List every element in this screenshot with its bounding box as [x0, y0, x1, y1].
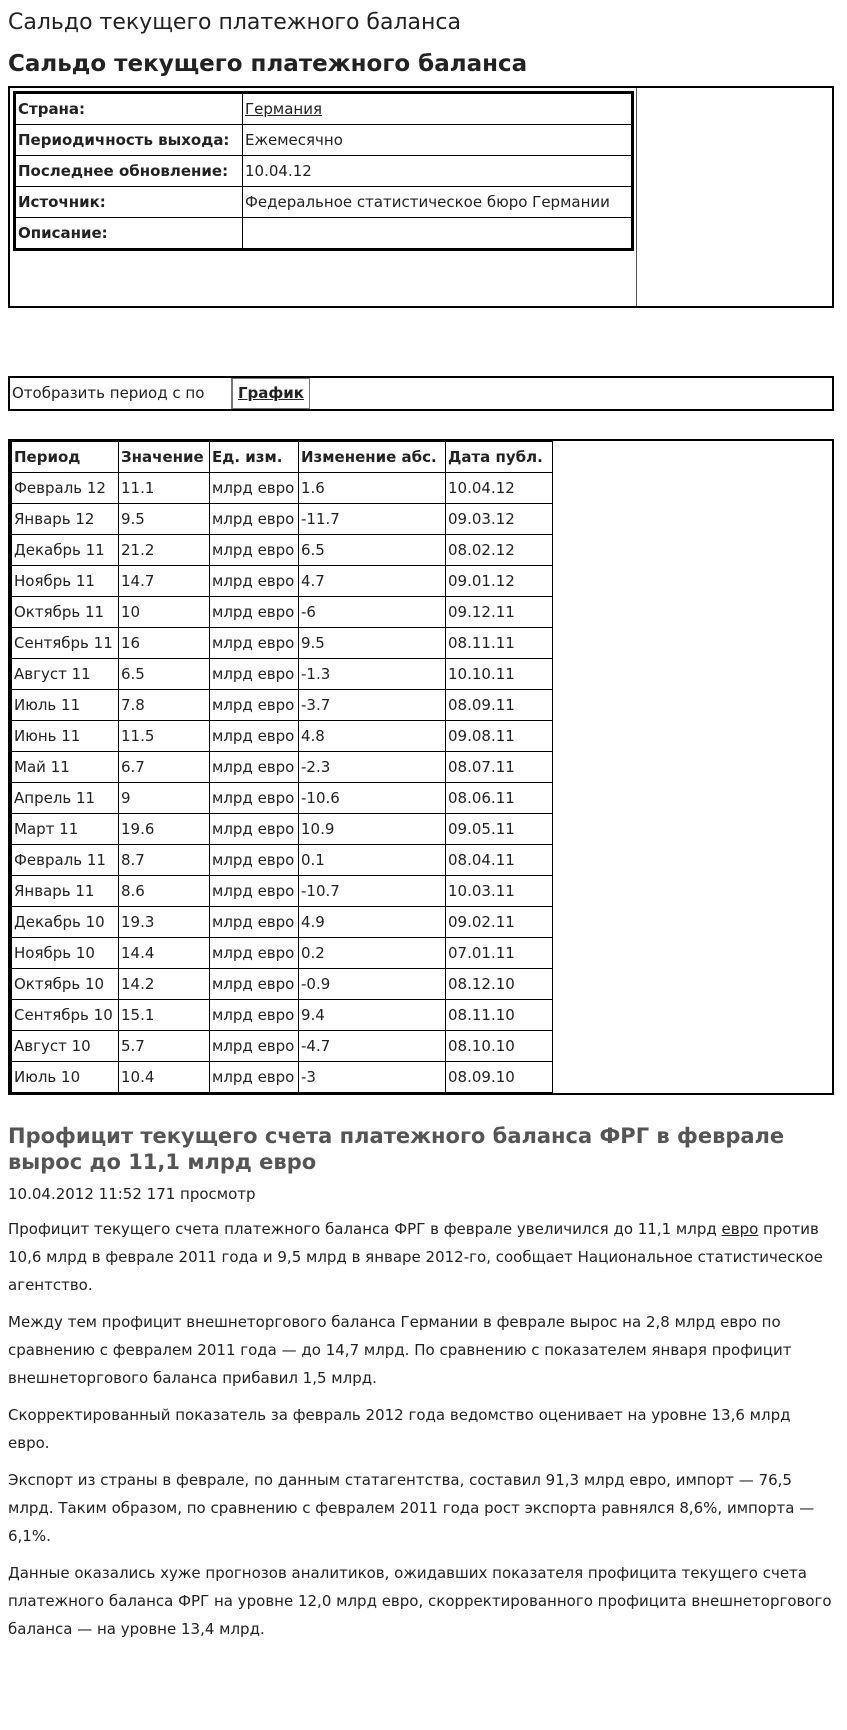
cell-period: Май 11 [11, 752, 119, 783]
cell-change: 4.9 [299, 907, 446, 938]
table-row [11, 628, 553, 659]
article-title: Профицит текущего счета платежного баланса ФРГ в феврале вырос до 11,1 млрд евро [8, 1124, 785, 1174]
cell-date: 10.10.11 [446, 659, 553, 690]
table-row [11, 473, 553, 504]
cell-unit: млрд евро [210, 659, 299, 690]
cell-unit: млрд евро [210, 783, 299, 814]
page-heading: Сальдо текущего платежного баланса [8, 51, 528, 77]
table-header-row [11, 442, 553, 473]
cell-value: 11.1 [119, 473, 210, 504]
cell-change: 6.5 [299, 535, 446, 566]
cell-unit: млрд евро [210, 535, 299, 566]
source-label: Источник: [15, 187, 243, 218]
cell-value: 15.1 [119, 1000, 210, 1031]
cell-period: Ноябрь 11 [11, 566, 119, 597]
page [8, 0, 838, 1652]
article-paragraph-2: Между тем профицит внешнеторгового баланса Германии в феврале вырос на 2,8 млрд евро по сравнению с февралем 2011 года — до 14,7 млрд. По сравнению с показателем января профицит внешнеторгового баланса прибавил 1,5 млрд. [8, 1313, 792, 1387]
cell-period: Октябрь 11 [11, 597, 119, 628]
cell-date: 10.04.12 [446, 473, 553, 504]
cell-change: 0.1 [299, 845, 446, 876]
table-row [11, 566, 553, 597]
table-row [11, 752, 553, 783]
cell-change: 10.9 [299, 814, 446, 845]
cell-change: 9.5 [299, 628, 446, 659]
cell-period: Октябрь 10 [11, 969, 119, 1000]
cell-value: 6.7 [119, 752, 210, 783]
table-row [11, 1062, 553, 1093]
cell-date: 09.03.12 [446, 504, 553, 535]
cell-period: Январь 11 [11, 876, 119, 907]
cell-value: 21.2 [119, 535, 210, 566]
cell-date: 09.12.11 [446, 597, 553, 628]
cell-value: 6.5 [119, 659, 210, 690]
table-row [11, 938, 553, 969]
cell-change: 4.8 [299, 721, 446, 752]
cell-date: 08.02.12 [446, 535, 553, 566]
meta-table [13, 91, 634, 251]
article-date: 10.04.2012 11:52 171 просмотр [8, 1185, 256, 1203]
cell-unit: млрд евро [210, 690, 299, 721]
cell-change: -10.6 [299, 783, 446, 814]
header-date: Дата публ. [446, 442, 553, 473]
euro-link[interactable]: евро [721, 1220, 759, 1238]
table-row [11, 535, 553, 566]
updated-value: 10.04.12 [243, 156, 633, 187]
cell-period: Февраль 12 [11, 473, 119, 504]
table-row [11, 814, 553, 845]
table-row [11, 721, 553, 752]
cell-unit: млрд евро [210, 1031, 299, 1062]
cell-value: 14.2 [119, 969, 210, 1000]
cell-date: 10.03.11 [446, 876, 553, 907]
cell-value: 10 [119, 597, 210, 628]
meta-row-updated [15, 156, 633, 187]
cell-change: -3 [299, 1062, 446, 1093]
meta-box [8, 86, 834, 308]
cell-period: Июнь 11 [11, 721, 119, 752]
period-label: Отобразить период с по [10, 378, 232, 409]
cell-value: 19.6 [119, 814, 210, 845]
cell-value: 8.6 [119, 876, 210, 907]
meta-row-frequency [15, 125, 633, 156]
cell-unit: млрд евро [210, 721, 299, 752]
article-paragraph-5: Данные оказались хуже прогнозов аналитиков, ожидавших показателя профицита текущего счета платежного баланса ФРГ на уровне 12,0 млрд евро, скорректированного профицита внешнеторгового баланса — на уровне 13,4 млрд. [8, 1564, 832, 1638]
cell-unit: млрд евро [210, 1000, 299, 1031]
cell-value: 16 [119, 628, 210, 659]
header-value: Значение [119, 442, 210, 473]
cell-change: 4.7 [299, 566, 446, 597]
data-table [10, 441, 553, 1093]
meta-row-country [15, 93, 633, 125]
table-body [11, 473, 553, 1093]
cell-unit: млрд евро [210, 814, 299, 845]
cell-date: 08.07.11 [446, 752, 553, 783]
cell-period: Июль 11 [11, 690, 119, 721]
frequency-label: Периодичность выхода: [15, 125, 243, 156]
table-row [11, 1031, 553, 1062]
cell-change: 9.4 [299, 1000, 446, 1031]
article-paragraph-1 [8, 1215, 833, 1299]
table-row [11, 659, 553, 690]
country-label: Страна: [15, 93, 243, 125]
cell-change: -6 [299, 597, 446, 628]
cell-change: -1.3 [299, 659, 446, 690]
cell-date: 09.05.11 [446, 814, 553, 845]
updated-label: Последнее обновление: [15, 156, 243, 187]
cell-change: -0.9 [299, 969, 446, 1000]
cell-change: -2.3 [299, 752, 446, 783]
cell-period: Ноябрь 10 [11, 938, 119, 969]
header-unit: Ед. изм. [210, 442, 299, 473]
cell-value: 19.3 [119, 907, 210, 938]
period-bar [8, 376, 834, 411]
cell-value: 9 [119, 783, 210, 814]
cell-unit: млрд евро [210, 473, 299, 504]
cell-value: 7.8 [119, 690, 210, 721]
cell-period: Декабрь 10 [11, 907, 119, 938]
table-row [11, 1000, 553, 1031]
cell-change: -10.7 [299, 876, 446, 907]
p1-text-after: против 10,6 млрд в феврале 2011 года и 9,5 млрд в январе 2012-го, сообщает Национальное статистическое агентство. [8, 1220, 823, 1294]
table-row [11, 969, 553, 1000]
cell-date: 08.10.10 [446, 1031, 553, 1062]
cell-unit: млрд евро [210, 938, 299, 969]
cell-value: 14.7 [119, 566, 210, 597]
cell-change: 1.6 [299, 473, 446, 504]
cell-date: 08.11.11 [446, 628, 553, 659]
table-row [11, 597, 553, 628]
cell-date: 08.04.11 [446, 845, 553, 876]
cell-unit: млрд евро [210, 907, 299, 938]
frequency-value: Ежемесячно [243, 125, 633, 156]
header-period: Период [11, 442, 119, 473]
cell-change: -11.7 [299, 504, 446, 535]
meta-row-source [15, 187, 633, 218]
article-paragraph-4: Экспорт из страны в феврале, по данным статагентства, составил 91,3 млрд евро, импорт — 76,5 млрд. Таким образом, по сравнению с февралем 2011 года рост экспорта равнялся 8,6%, импорта — 6,1%. [8, 1471, 815, 1545]
p1-text-before: Профицит текущего счета платежного баланса ФРГ в феврале увеличился до 11,1 млрд [8, 1220, 722, 1238]
article-paragraph-3: Скорректированный показатель за февраль 2012 года ведомство оценивает на уровне 13,6 млрд евро. [8, 1406, 791, 1452]
table-row [11, 783, 553, 814]
table-row [11, 876, 553, 907]
cell-period: Август 11 [11, 659, 119, 690]
cell-value: 9.5 [119, 504, 210, 535]
cell-value: 8.7 [119, 845, 210, 876]
cell-change: 0.2 [299, 938, 446, 969]
cell-period: Декабрь 11 [11, 535, 119, 566]
cell-date: 09.01.12 [446, 566, 553, 597]
cell-value: 10.4 [119, 1062, 210, 1093]
cell-unit: млрд евро [210, 752, 299, 783]
table-row [11, 907, 553, 938]
country-value [243, 93, 633, 125]
cell-unit: млрд евро [210, 597, 299, 628]
cell-unit: млрд евро [210, 969, 299, 1000]
cell-unit: млрд евро [210, 566, 299, 597]
cell-change: -4.7 [299, 1031, 446, 1062]
cell-value: 11.5 [119, 721, 210, 752]
cell-period: Апрель 11 [11, 783, 119, 814]
cell-unit: млрд евро [210, 628, 299, 659]
cell-unit: млрд евро [210, 876, 299, 907]
cell-date: 08.06.11 [446, 783, 553, 814]
cell-period: Март 11 [11, 814, 119, 845]
source-value: Федеральное статистическое бюро Германии [243, 187, 633, 218]
article [8, 1123, 833, 1643]
cell-period: Февраль 11 [11, 845, 119, 876]
table-row [11, 690, 553, 721]
data-table-box [8, 439, 834, 1095]
cell-date: 09.08.11 [446, 721, 553, 752]
country-link[interactable]: Германия [245, 100, 322, 118]
cell-date: 08.11.10 [446, 1000, 553, 1031]
cell-unit: млрд евро [210, 1062, 299, 1093]
graph-button[interactable]: График [232, 378, 310, 409]
cell-date: 09.02.11 [446, 907, 553, 938]
cell-date: 08.09.10 [446, 1062, 553, 1093]
cell-date: 07.01.11 [446, 938, 553, 969]
cell-period: Август 10 [11, 1031, 119, 1062]
description-value [243, 218, 633, 250]
cell-period: Январь 12 [11, 504, 119, 535]
cell-unit: млрд евро [210, 845, 299, 876]
cell-unit: млрд евро [210, 504, 299, 535]
meta-row-description [15, 218, 633, 250]
cell-period: Сентябрь 11 [11, 628, 119, 659]
cell-date: 08.09.11 [446, 690, 553, 721]
cell-value: 14.4 [119, 938, 210, 969]
description-label: Описание: [15, 218, 243, 250]
cell-period: Сентябрь 10 [11, 1000, 119, 1031]
cell-period: Июль 10 [11, 1062, 119, 1093]
cell-change: -3.7 [299, 690, 446, 721]
table-row [11, 845, 553, 876]
cell-date: 08.12.10 [446, 969, 553, 1000]
cell-value: 5.7 [119, 1031, 210, 1062]
table-row [11, 504, 553, 535]
meta-inner [10, 88, 637, 306]
page-title: Сальдо текущего платежного баланса [8, 10, 461, 35]
header-change: Изменение абс. [299, 442, 446, 473]
